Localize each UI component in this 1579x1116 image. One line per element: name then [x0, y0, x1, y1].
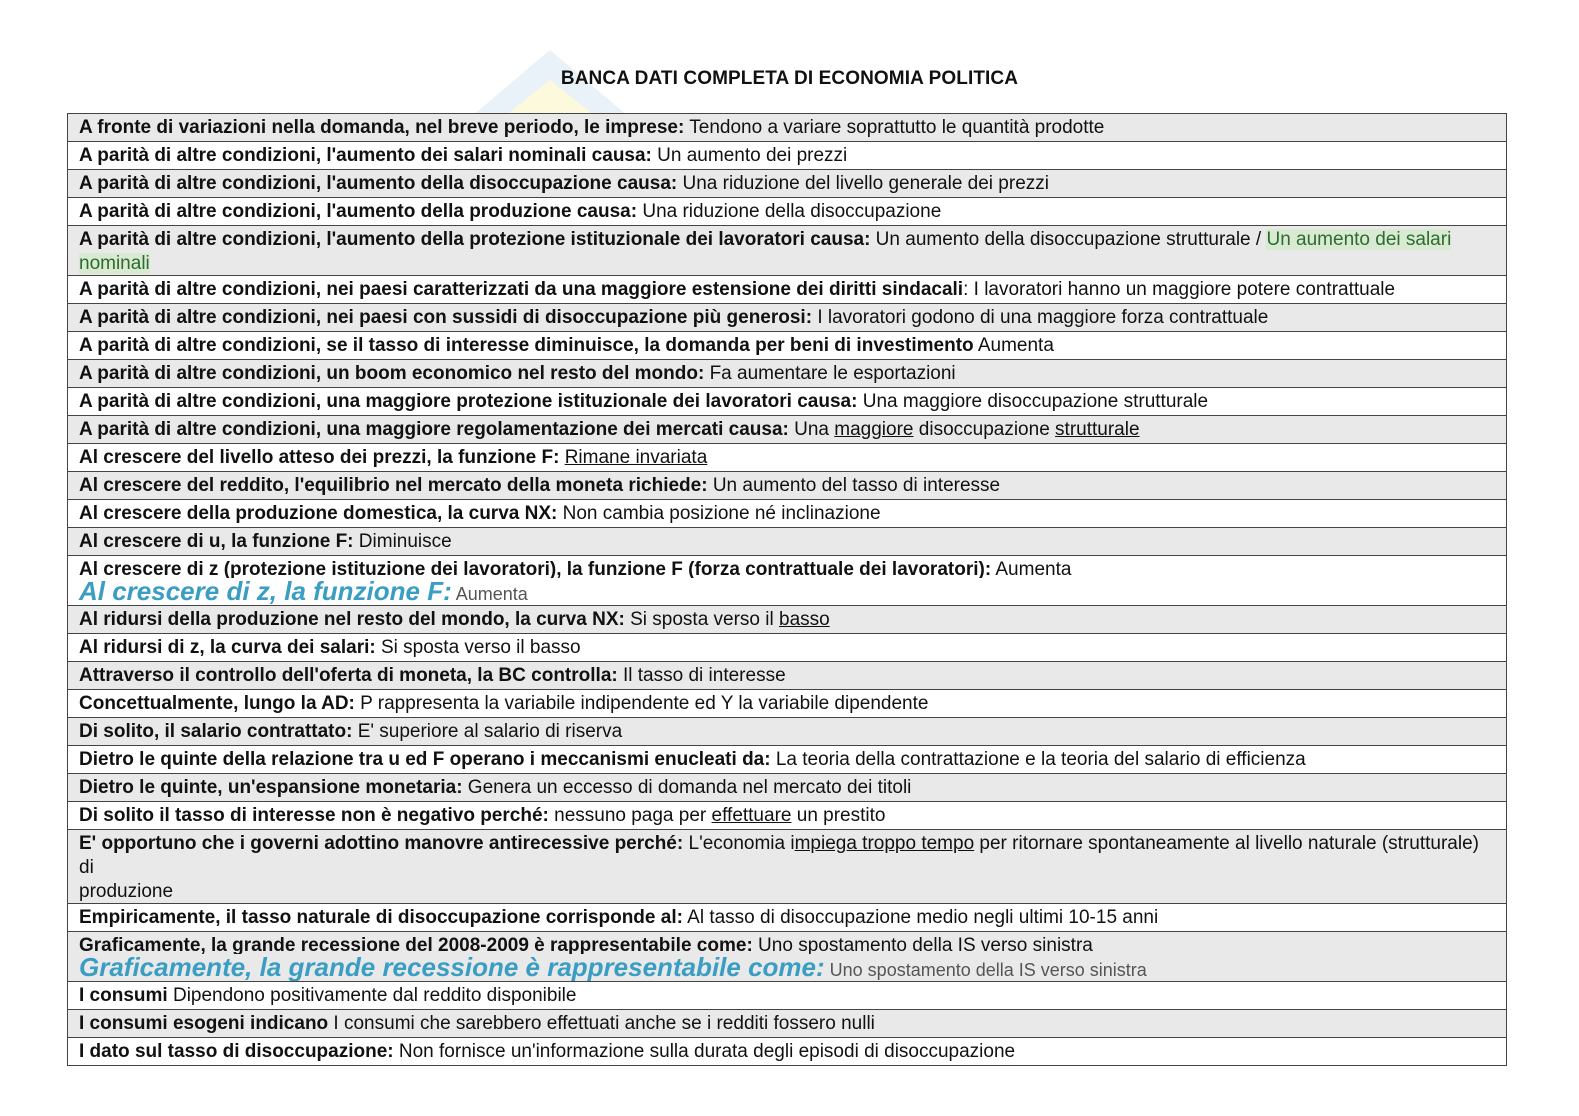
table-row	[68, 304, 1506, 332]
question: A parità di altre condizioni, un boom economico nel resto del mondo:	[79, 363, 705, 384]
table-row	[68, 444, 1506, 472]
question: A fronte di variazioni nella domanda, nel breve periodo, le imprese:	[79, 117, 685, 138]
underlined-answer: mpiega troppo tempo	[794, 833, 975, 854]
underlined-answer: effettuare	[711, 805, 792, 826]
table-row	[68, 690, 1506, 718]
answer: Un aumento dei prezzi	[651, 145, 848, 166]
overlay-answer: Uno spostamento della IS verso sinistra	[824, 960, 1147, 980]
question: Di solito, il salario contrattato:	[79, 721, 353, 742]
table-row	[68, 718, 1506, 746]
highlighted-answer: Un aumento dei salari nominali	[79, 229, 1452, 274]
question: Al ridursi di z, la curva dei salari:	[79, 637, 376, 658]
answer: E' superiore al salario di riserva	[352, 721, 623, 742]
answer: Non cambia posizione né inclinazione	[557, 503, 881, 524]
answer: Si sposta verso il	[624, 609, 779, 630]
table-row	[68, 556, 1506, 606]
answer: disoccupazione	[913, 419, 1056, 440]
table-row	[68, 1038, 1506, 1066]
overlay-line	[79, 578, 1496, 606]
question: A parità di altre condizioni, l'aumento della disoccupazione causa:	[79, 173, 678, 194]
question: A parità di altre condizioni, l'aumento dei salari nominali causa:	[79, 145, 652, 166]
question: Empiricamente, il tasso naturale di disoccupazione corrisponde al:	[79, 907, 683, 928]
underlined-answer: strutturale	[1055, 419, 1140, 440]
question: Al crescere del reddito, l'equilibrio nel mercato della moneta richiede:	[79, 475, 708, 496]
answer: Aumenta	[991, 559, 1072, 578]
table-row	[68, 982, 1506, 1010]
answer: Una riduzione della disoccupazione	[637, 201, 942, 222]
table-row	[68, 634, 1506, 662]
cut-line	[79, 558, 1496, 578]
table-row	[68, 388, 1506, 416]
answer: Una riduzione del livello generale dei prezzi	[677, 173, 1049, 194]
question: A parità di altre condizioni, una maggiore protezione istituzionale dei lavoratori causa:	[79, 391, 858, 412]
table-row	[68, 746, 1506, 774]
answer: Si sposta verso il basso	[375, 637, 581, 658]
answer-continuation: produzione	[79, 881, 174, 902]
overlay-line	[79, 954, 1496, 982]
table-row	[68, 416, 1506, 444]
answer: un prestito	[791, 805, 886, 826]
answer: Dipendono positivamente dal reddito disponibile	[167, 985, 577, 1006]
underlined-answer: maggiore	[834, 419, 914, 440]
answer: Diminuisce	[353, 531, 452, 552]
table-row	[68, 276, 1506, 304]
answer: Genera un eccesso di domanda nel mercato dei titoli	[462, 777, 912, 798]
question: Al crescere della produzione domestica, la curva NX:	[79, 503, 558, 524]
question: Dietro le quinte della relazione tra u ed F operano i meccanismi enucleati da:	[79, 749, 771, 770]
overlay-question: Graficamente, la grande recessione è rappresentabile come:	[79, 952, 825, 982]
answer: Fa aumentare le esportazioni	[704, 363, 956, 384]
answer: I consumi che sarebbero effettuati anche se i redditi fossero nulli	[328, 1013, 875, 1034]
question: I consumi	[79, 985, 168, 1006]
answer: Al tasso di disoccupazione medio negli ultimi 10-15 anni	[682, 907, 1159, 928]
overlay-answer: Aumenta	[451, 584, 528, 604]
question: A parità di altre condizioni, l'aumento della produzione causa:	[79, 201, 638, 222]
table-row	[68, 830, 1506, 904]
table-row	[68, 472, 1506, 500]
table-row	[68, 332, 1506, 360]
question: A parità di altre condizioni, una maggiore regolamentazione dei mercati causa:	[79, 419, 789, 440]
answer: : I lavoratori hanno un maggiore potere contrattuale	[963, 279, 1396, 300]
question: E' opportuno che i governi adottino manovre antirecessive perché:	[79, 833, 684, 854]
cut-line	[79, 934, 1496, 954]
overlay-question: Al crescere di z, la funzione F:	[79, 576, 452, 606]
question: I dato sul tasso di disoccupazione:	[79, 1041, 394, 1062]
answer: Il tasso di interesse	[617, 665, 786, 686]
question: Attraverso il controllo dell'oferta di moneta, la BC controlla:	[79, 665, 618, 686]
question: A parità di altre condizioni, nei paesi caratterizzati da una maggiore estensione dei diritti sindacali	[79, 279, 964, 300]
question: I consumi esogeni indicano	[79, 1013, 329, 1034]
table-row	[68, 360, 1506, 388]
table-row	[68, 114, 1506, 142]
underlined-answer: basso	[779, 609, 830, 630]
table-row	[68, 1010, 1506, 1038]
qa-table	[67, 113, 1507, 1066]
answer: P rappresenta la variabile indipendente ed Y la variabile dipendente	[354, 693, 929, 714]
question: Dietro le quinte, un'espansione monetaria:	[79, 777, 463, 798]
question: Al crescere del livello atteso dei prezzi, la funzione F:	[79, 447, 560, 468]
underlined-answer: Rimane invariata	[564, 447, 708, 468]
answer: Una maggiore disoccupazione strutturale	[857, 391, 1209, 412]
table-row	[68, 904, 1506, 932]
question: A parità di altre condizioni, se il tasso di interesse diminuisce, la domanda per beni di investimento	[79, 335, 974, 356]
question: A parità di altre condizioni, l'aumento della protezione istituzionale dei lavoratori causa:	[79, 229, 871, 250]
question: Al crescere di z (protezione istituzione dei lavoratori), la funzione F (forza contrattuale dei lavoratori):	[79, 559, 992, 578]
question: Al crescere di u, la funzione F:	[79, 531, 354, 552]
answer: Una	[788, 419, 835, 440]
answer: per ritornare spontaneamente al livello naturale (strutturale) di	[79, 833, 1479, 878]
answer: L'economia i	[683, 833, 795, 854]
table-row	[68, 774, 1506, 802]
answer: Non fornisce un'informazione sulla durata degli episodi di disoccupazione	[393, 1041, 1016, 1062]
table-row	[68, 528, 1506, 556]
table-row	[68, 170, 1506, 198]
answer: La teoria della contrattazione e la teoria del salario di efficienza	[770, 749, 1306, 770]
question: Concettualmente, lungo la AD:	[79, 693, 355, 714]
table-row	[68, 226, 1506, 276]
table-row	[68, 662, 1506, 690]
document-title: BANCA DATI COMPLETA DI ECONOMIA POLITICA	[560, 68, 1019, 89]
answer: Un aumento del tasso di interesse	[707, 475, 1001, 496]
answer: Aumenta	[973, 335, 1054, 356]
answer: Uno spostamento della IS verso sinistra	[752, 935, 1093, 954]
table-row	[68, 932, 1506, 982]
table-row	[68, 198, 1506, 226]
table-row	[68, 500, 1506, 528]
answer: nessuno paga per	[548, 805, 712, 826]
question: Graficamente, la grande recessione del 2008-2009 è rappresentabile come:	[79, 935, 753, 954]
table-row	[68, 142, 1506, 170]
table-row	[68, 606, 1506, 634]
answer: Un aumento della disoccupazione strutturale /	[870, 229, 1267, 250]
answer: I lavoratori godono di una maggiore forza contrattuale	[812, 307, 1269, 328]
table-row	[68, 802, 1506, 830]
answer: Tendono a variare soprattutto le quantità prodotte	[684, 117, 1105, 138]
question: Di solito il tasso di interesse non è negativo perché:	[79, 805, 549, 826]
question: Al ridursi della produzione nel resto del mondo, la curva NX:	[79, 609, 625, 630]
question: A parità di altre condizioni, nei paesi con sussidi di disoccupazione più generosi:	[79, 307, 813, 328]
